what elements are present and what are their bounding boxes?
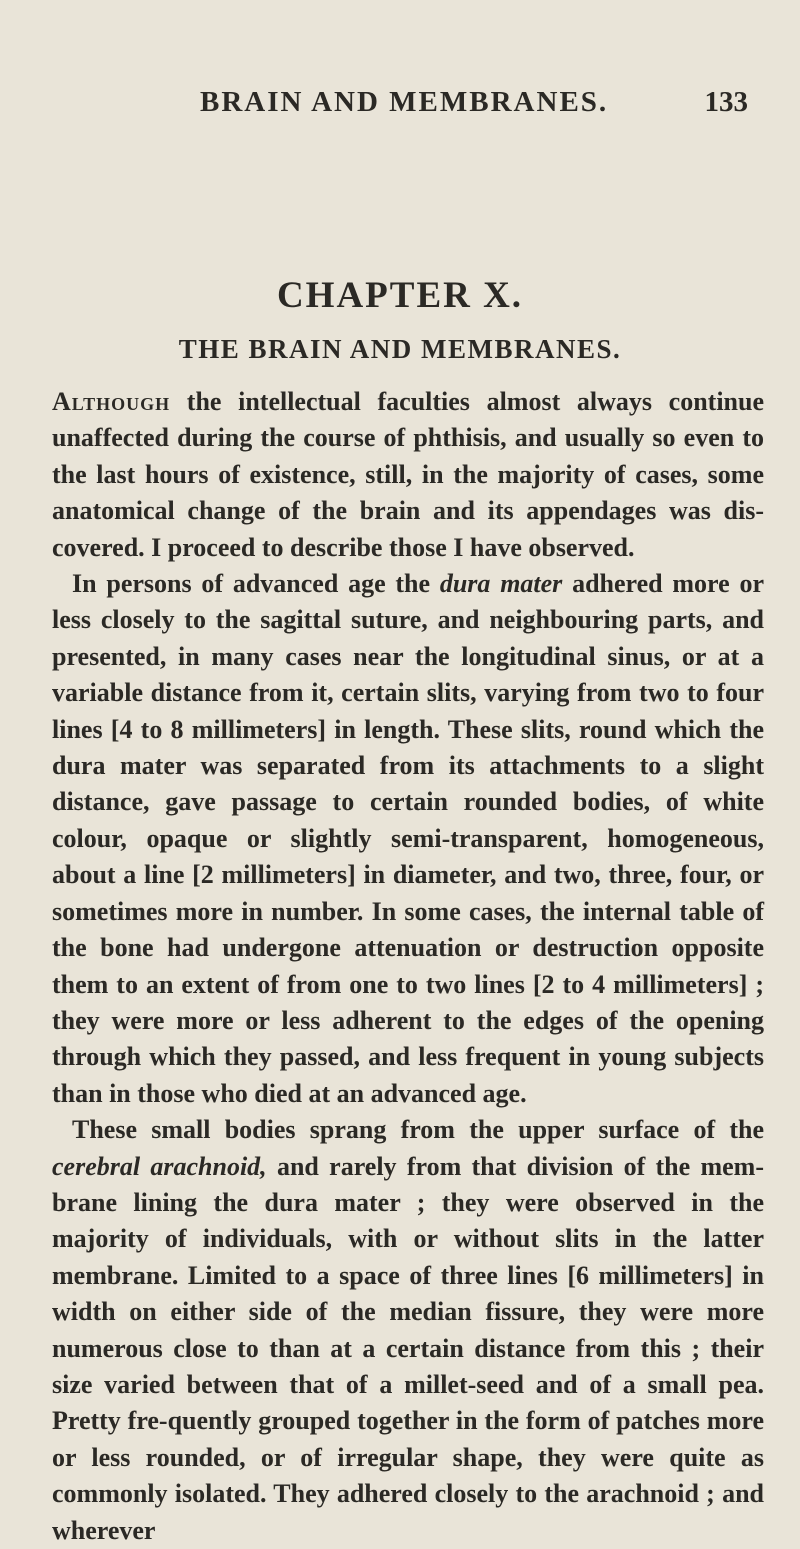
paragraph-lead-word: Although xyxy=(52,387,171,416)
paragraph-1 xyxy=(52,384,764,566)
paragraph-2-text-a: In persons of advanced age the xyxy=(72,569,440,599)
paragraph-1-text: the intellectual faculties almost always continue unaffected during the course of phthisis, and usually so even to the last hours of existence, still, in the majority of cases, some anatomical change of the brain and its appendages was dis-covered. I proceed to describe those I have observed. xyxy=(52,387,764,562)
paragraph-2-text-b: adhered more or less closely to the sagittal suture, and neighbouring parts, and presented, in many cases near the longitudinal sinus, or at a variable distance from it, certain slits, varying from two to four lines [4 to 8 millimeters] in length. These slits, round which the dura mater was separated from its attachments to a slight distance, gave passage to certain rounded bodies, of white colour, opaque or slightly semi-transparent, homogeneous, about a line [2 millimeters] in diameter, and two, three, four, or sometimes more in number. In some cases, the internal table of the bone had undergone attenuation or destruction opposite them to an extent of from one to two lines [2 to 4 millimeters] ; they were more or less adherent to the edges of the opening through which they passed, and less frequent in young subjects than in those who died at an advanced age. xyxy=(52,569,764,1108)
paragraph-2 xyxy=(52,566,764,1112)
paragraph-3-text-a: These small bodies sprang from the upper surface of the xyxy=(72,1115,764,1145)
paragraph-3 xyxy=(52,1112,764,1549)
paragraph-3-text-b: and rarely from that division of the mem-brane lining the dura mater ; they were observed in the majority of individuals, with or without slits in the latter membrane. Limited to a space of three lines [6 millimeters] in width on either side of the median fissure, they were more numerous close to than at a certain distance from this ; their size varied between that of a millet-seed and of a small pea. Pretty fre-quently grouped together in the form of patches more or less rounded, or of irregular shape, they were quite as commonly isolated. They adhered closely to the arachnoid ; and wherever xyxy=(52,1151,764,1545)
chapter-title: THE BRAIN AND MEMBRANES. xyxy=(178,334,622,364)
term-cerebral-arachnoid: cerebral arachnoid, xyxy=(52,1151,267,1181)
running-title: BRAIN AND MEMBRANES. xyxy=(200,86,609,118)
page-number: 133 xyxy=(704,86,748,118)
chapter-number: CHAPTER X. xyxy=(276,275,524,316)
body-text xyxy=(52,384,764,1549)
running-head xyxy=(0,86,800,126)
term-dura-mater: dura mater xyxy=(439,569,563,599)
